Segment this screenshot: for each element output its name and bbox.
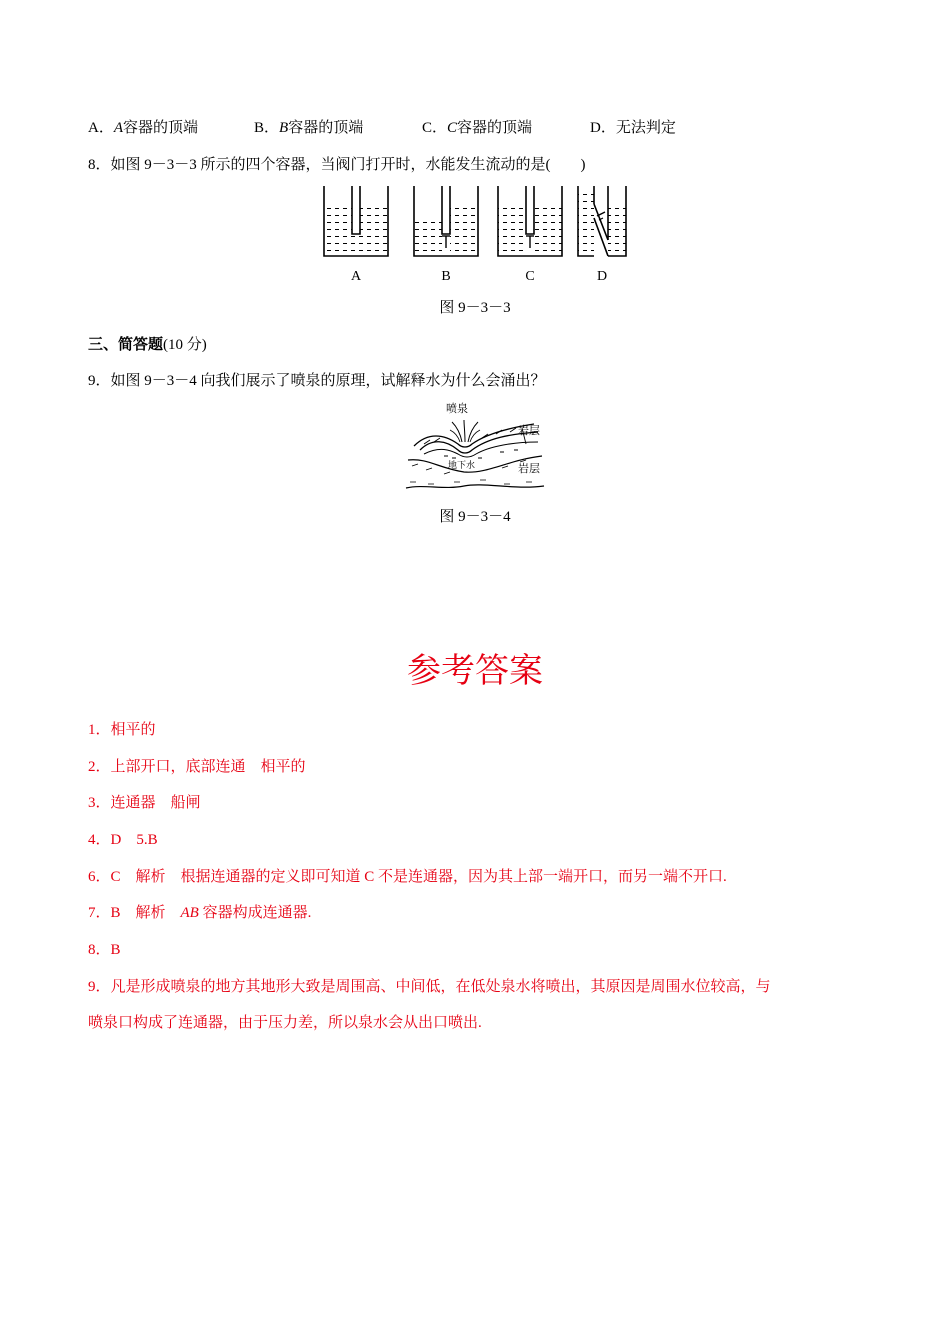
figure-9-3-4-caption: 图 9－3－4: [439, 509, 511, 525]
answer-1: 1．相平的: [88, 722, 156, 738]
figure-9-3-3: [318, 184, 638, 290]
answer-2: 2．上部开口，底部连通 相平的: [88, 759, 306, 775]
answer-6: 6．C 解析 根据连通器的定义即可知道 C 不是连通器，因为其上部一端开口，而另一端不开口.: [88, 869, 727, 885]
section-3-heading: [88, 335, 207, 355]
container-c-icon: [498, 186, 562, 256]
fig933-label-a: A: [350, 269, 362, 284]
answer-8: 8．B: [88, 942, 121, 958]
q7-option-b: B．B容器的顶端: [254, 120, 364, 136]
figure-9-3-4: [404, 398, 552, 494]
answer-section-title: 参考答案: [407, 653, 543, 690]
answer-3: 3．连通器 船闸: [88, 795, 201, 811]
fig934-label-rock-2: 岩层: [518, 462, 540, 475]
container-d-icon: [578, 186, 626, 256]
fig933-label-c: C: [525, 269, 535, 284]
fig933-label-b: B: [441, 269, 451, 284]
section-3-title: 三、简答题: [88, 337, 164, 353]
fig933-label-d: D: [596, 269, 608, 284]
answer-4-5: 4．D 5.B: [88, 832, 158, 848]
fig934-label-rock-1: 岩层: [518, 424, 540, 437]
fig934-label-groundwater: 地下水: [448, 461, 476, 471]
fig934-label-fountain: 喷泉: [446, 402, 468, 415]
q7-options: [88, 118, 676, 138]
figure-9-3-3-caption: 图 9－3－3: [439, 300, 511, 316]
answer-7: 7．B 解析 AB 容器构成连通器.: [88, 905, 312, 921]
q8-text: 8．如图 9－3－3 所示的四个容器，当阀门打开时，水能发生流动的是( ): [88, 157, 586, 173]
q9-text: 9．如图 9－3－4 向我们展示了喷泉的原理，试解释水为什么会涌出？: [88, 373, 546, 389]
answer-9-line-2: 喷泉口构成了连通器，由于压力差，所以泉水会从出口喷出.: [88, 1015, 482, 1031]
answer-9-line-1: 9．凡是形成喷泉的地方其地形大致是周围高、中间低，在低处泉水将喷出，其原因是周围水位较高，与: [88, 979, 771, 995]
container-a-icon: [324, 186, 388, 256]
q7-option-d: D．无法判定: [590, 120, 676, 136]
section-3-score: (10 分): [163, 337, 207, 353]
container-b-icon: [414, 186, 478, 256]
q7-option-a: A．A容器的顶端: [88, 120, 199, 136]
q7-option-c: C．C容器的顶端: [422, 120, 533, 136]
